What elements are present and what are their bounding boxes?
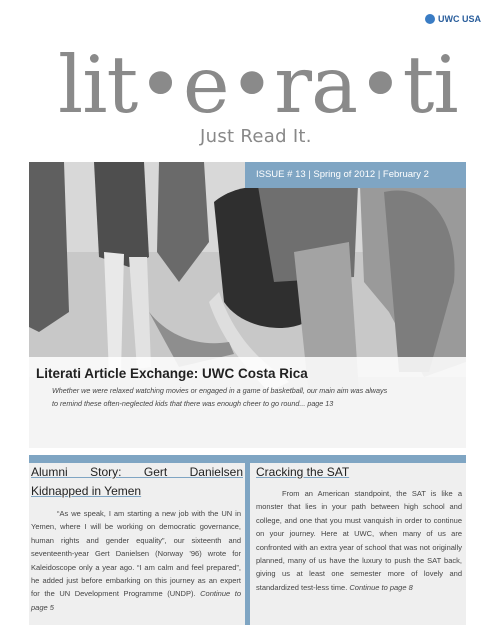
uwc-logo [425, 14, 481, 24]
feature-excerpt: Whether we were relaxed watching movies or engaged in a game of basketball, our main aim was always to remind these often-neglected kids that there was enough cheer to go round... page 13 [52, 386, 388, 408]
article-body-cracking-the-sat [256, 487, 462, 594]
article-heading-alumni-story[interactable]: Alumni Story: Gert Danielsen Kidnapped in Yemen [31, 465, 243, 498]
article-heading-cracking-the-sat[interactable]: Cracking the SAT [256, 465, 350, 479]
article-text: “As we speak, I am starting a new job with the UN in Yemen, where I will be working on democratic governance, human rights and gender equality”, our sixteenth and seventeenth-year Gert Danielsen (Norway ’96) wrote for Kaleidoscope only a year ago. “I am calm and feel prepared”, he added just before embarking on this journey as an expert for the UN Development Programme (UNDP). [31, 509, 241, 599]
continue-link[interactable]: Continue to page 8 [349, 582, 413, 592]
logo-text: UWC USA [438, 14, 481, 24]
feature-title: Literati Article Exchange: UWC Costa Rica [36, 366, 308, 381]
masthead-title: lit•e•ra•ti [58, 39, 458, 131]
continue-link[interactable]: Continue to page 5 [31, 589, 241, 612]
globe-icon [425, 14, 435, 24]
article-body-alumni-story [31, 507, 241, 614]
tagline: Just Read It. [200, 126, 312, 147]
article-text: From an American standpoint, the SAT is like a monster that lies in your path between high school and college, and one that you must vanquish in order to continue on your journey. Here at UWC, when many of us are confronted with an extra year of school that was not originally planned, many of us have the luxury to push the SAT back, giving us at least one semester more of lovely and standardized test-less time. [256, 489, 462, 592]
issue-info-bar: ISSUE # 13 | Spring of 2012 | February 2 [245, 162, 466, 188]
